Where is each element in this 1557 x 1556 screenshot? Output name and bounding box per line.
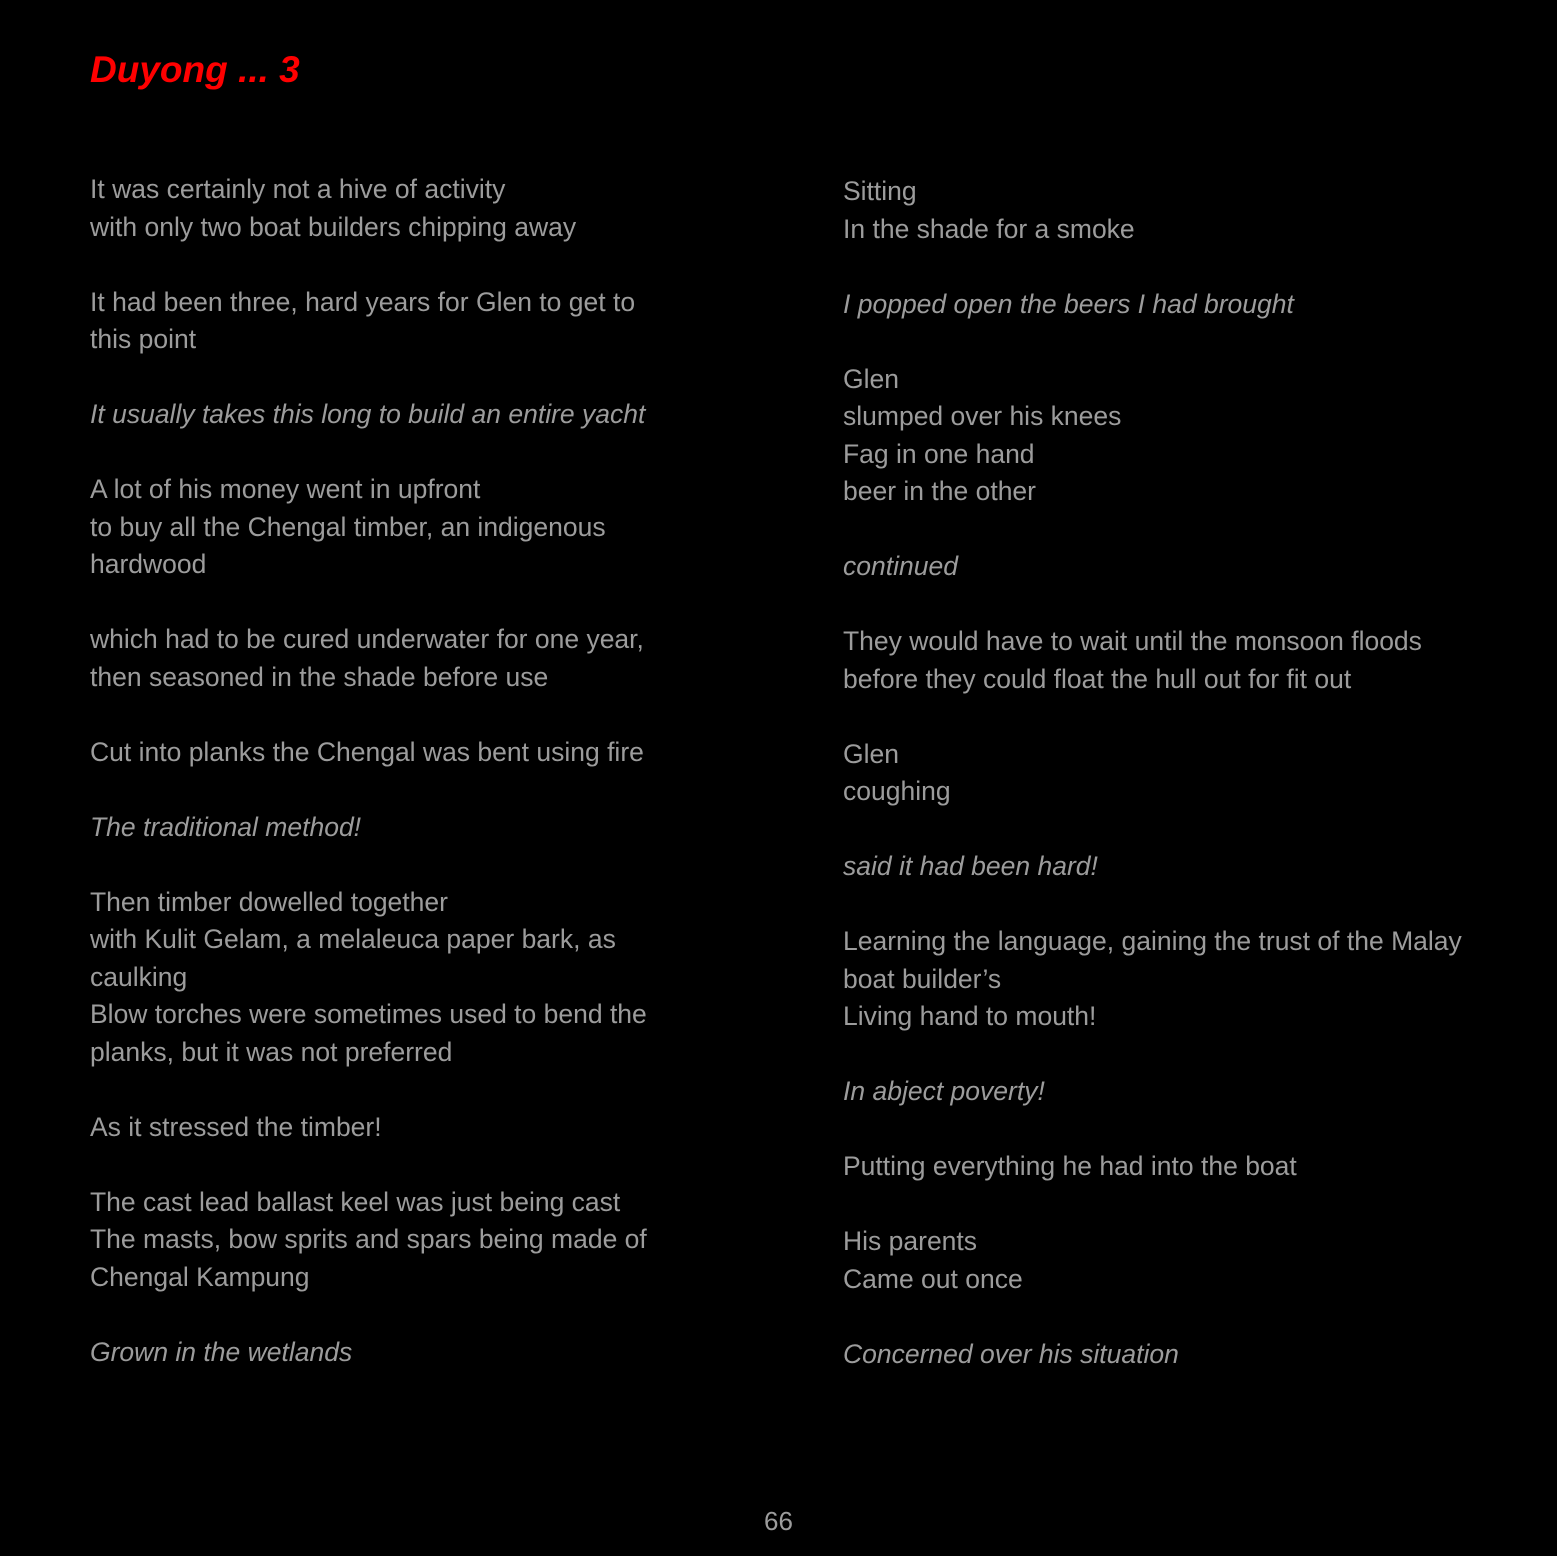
- poem-line: Glen: [843, 363, 899, 394]
- poem-line: Concerned over his situation: [843, 1338, 1179, 1369]
- stanza: [843, 173, 1533, 248]
- stanza: [843, 548, 1533, 586]
- stanza: [90, 171, 750, 246]
- poem-line: In the shade for a smoke: [843, 213, 1135, 244]
- poem-line: Glen: [843, 738, 899, 769]
- poem-line: As it stressed the timber!: [90, 1111, 382, 1142]
- poem-line: A lot of his money went in upfront: [90, 474, 481, 504]
- poem-line: hardwood: [90, 549, 207, 579]
- poem-line: The masts, bow sprits and spars being made of: [90, 1224, 647, 1254]
- poem-line: with Kulit Gelam, a melaleuca paper bark, as: [90, 924, 616, 954]
- stanza: [90, 471, 750, 584]
- poem-line: They would have to wait until the monsoon floods: [843, 626, 1422, 656]
- stanza: [90, 1109, 750, 1147]
- stanza: [90, 284, 750, 359]
- stanza: [90, 1334, 750, 1372]
- poem-line: beer in the other: [843, 476, 1036, 506]
- stanza: [843, 848, 1533, 886]
- stanza: [843, 923, 1533, 1036]
- poem-line: His parents: [843, 1226, 978, 1256]
- poem-line: It usually takes this long to build an entire yacht: [90, 399, 646, 429]
- stanza: [90, 621, 750, 696]
- stanza: [90, 396, 750, 434]
- poem-line: Fag in one hand: [843, 438, 1035, 469]
- stanza: [90, 734, 750, 772]
- poem-line: this point: [90, 324, 197, 354]
- poem-line: Chengal Kampung: [90, 1261, 310, 1292]
- stanza: [90, 1184, 750, 1297]
- poem-line: Blow torches were sometimes used to bend the: [90, 999, 647, 1029]
- stanza: [90, 809, 750, 847]
- poem-line: continued: [843, 551, 958, 581]
- poem-line: then seasoned in the shade before use: [90, 661, 549, 692]
- poem-line: coughing: [843, 776, 951, 806]
- stanza: [843, 361, 1533, 511]
- poem-column-right: [843, 173, 1533, 1411]
- poem-line: Came out once: [843, 1263, 1023, 1294]
- poem-line: Grown in the wetlands: [90, 1336, 353, 1367]
- poem-line: Putting everything he had into the boat: [843, 1151, 1297, 1181]
- poem-line: slumped over his knees: [843, 401, 1122, 431]
- poem-line: The cast lead ballast keel was just being cast: [90, 1186, 621, 1217]
- poem-line: to buy all the Chengal timber, an indigenous: [90, 511, 606, 542]
- poem-line: Then timber dowelled together: [90, 886, 448, 917]
- stanza: [843, 1073, 1533, 1111]
- poem-line: Sitting: [843, 176, 917, 206]
- poem-line: I popped open the beers I had brought: [843, 288, 1294, 319]
- poem-line: The traditional method!: [90, 811, 362, 842]
- page-number: 66: [764, 1506, 793, 1536]
- poem-line: with only two boat builders chipping away: [90, 211, 577, 242]
- poem-line: It had been three, hard years for Glen to get to: [90, 286, 636, 317]
- poem-line: Cut into planks the Chengal was bent using fire: [90, 736, 644, 767]
- poem-line: which had to be cured underwater for one year,: [90, 624, 644, 654]
- stanza: [843, 1148, 1533, 1186]
- poem-line: Learning the language, gaining the trust of the Malay: [843, 926, 1462, 956]
- poem-line: Living hand to mouth!: [843, 1001, 1097, 1031]
- poem-line: It was certainly not a hive of activity: [90, 174, 506, 204]
- poem-line: caulking: [90, 961, 188, 992]
- stanza: [843, 1336, 1533, 1374]
- stanza: [90, 884, 750, 1072]
- stanza: [843, 1223, 1533, 1298]
- stanza: [843, 623, 1533, 698]
- poem-line: before they could float the hull out for fit out: [843, 663, 1352, 694]
- poem-line: said it had been hard!: [843, 851, 1098, 881]
- stanza: [843, 286, 1533, 324]
- page-title: Duyong ... 3: [90, 49, 300, 90]
- stanza: [843, 736, 1533, 811]
- poem-column-left: [90, 171, 750, 1409]
- poem-line: boat builder’s: [843, 963, 1002, 994]
- poem-line: planks, but it was not preferred: [90, 1036, 453, 1067]
- poem-line: In abject poverty!: [843, 1076, 1045, 1106]
